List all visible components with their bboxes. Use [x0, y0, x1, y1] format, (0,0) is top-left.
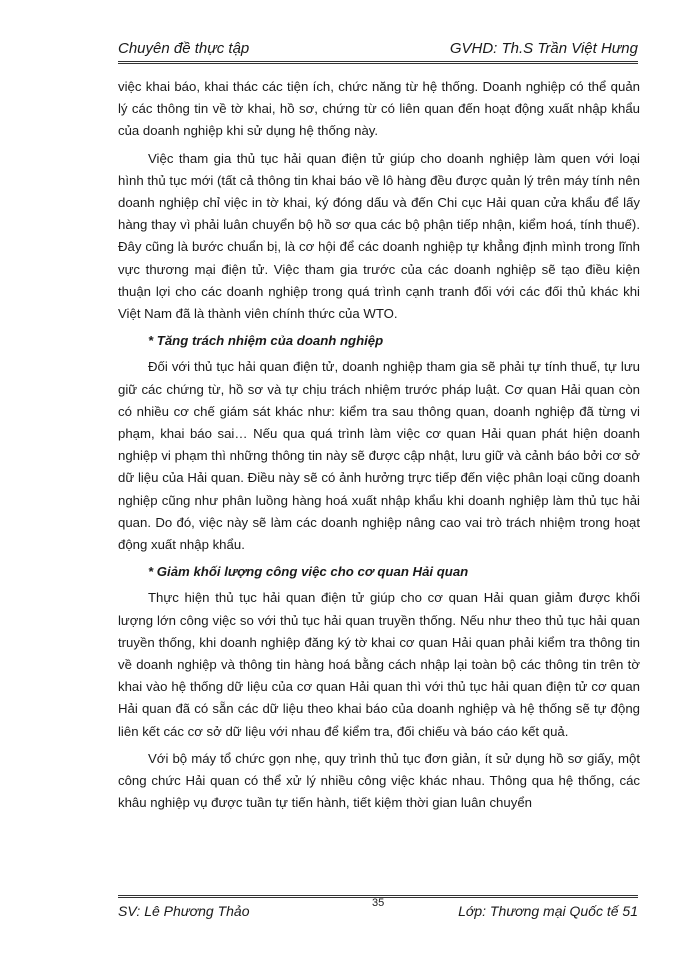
section-heading-workload: * Giảm khối lượng công việc cho cơ quan Hải quan — [148, 564, 469, 580]
page-header — [118, 36, 638, 64]
page-body — [118, 76, 640, 820]
footer-class: Lớp: Thương mại Quốc tế 51 — [458, 903, 638, 919]
footer-student: SV: Lê Phương Thảo — [118, 903, 250, 919]
paragraph-1: việc khai báo, khai thác các tiện ích, chức năng từ hệ thống. Doanh nghiệp có thể quản lý các thông tin về tờ khai, hồ sơ, chứng từ có liên quan đến hoạt động xuất nhập khẩu của doanh nghiệp khi sử dụng hệ thống này. — [118, 79, 640, 139]
header-advisor: GVHD: Th.S Trần Việt Hưng — [449, 40, 638, 57]
paragraph-4: Thực hiện thủ tục hải quan điện tử giúp cho cơ quan Hải quan giảm được khối lượng lớn công việc so với thủ tục hải quan truyền thống. Nếu như theo thủ tục hải quan truyền thống, khi doanh nghiệp đăng ký tờ khai cơ quan Hải quan phải kiểm tra thông tin về doanh nghiệp và thông tin hàng hoá bằng cách nhập lại toàn bộ các thông tin trên tờ khai vào hệ thống dữ liệu của cơ quan Hải quan thì với thủ tục hải quan điện tử cơ quan Hải quan đã có sẵn các dữ liệu theo khai báo của doanh nghiệp và hệ thống sẽ tự động liên kết các cơ sở dữ liệu với nhau để kiểm tra, đối chiếu và báo cáo kết quả. — [118, 590, 640, 739]
header-rule — [118, 61, 638, 64]
section-heading-responsibility: * Tăng trách nhiệm của doanh nghiệp — [148, 333, 384, 349]
paragraph-5: Với bộ máy tổ chức gọn nhẹ, quy trình thủ tục đơn giản, ít sử dụng hồ sơ giấy, một công chức Hải quan có thể xử lý nhiều công việc khác nhau. Thông qua hệ thống, các khâu nghiệp vụ được tuần tự tiến hành, tiết kiệm thời gian luân chuyển — [118, 750, 640, 811]
header-title: Chuyên đề thực tập — [118, 40, 250, 57]
paragraph-2: Việc tham gia thủ tục hải quan điện tử giúp cho doanh nghiệp làm quen với loại hình thủ tục mới (tất cả thông tin khai báo về lô hàng đều được quản lý trên máy tính nên doanh nghiệp chỉ việc in tờ khai, ký đóng dấu và đến Chi cục Hải quan cửa khẩu để lấy hàng thay vì phải luân chuyển bộ hồ sơ qua các bộ phận tiếp nhận, kiểm hoá, tính thuế). Đây cũng là bước chuẩn bị, là cơ hội để các doanh nghiệp tự khẳng định mình trong lĩnh vực thương mại điện tử. Việc tham gia trước của các doanh nghiệp sẽ tạo điều kiện thuận lợi cho các doanh nghiệp trong quá trình cạnh tranh đối với các đối thủ khác khi Việt Nam đã là thành viên chính thức của WTO. — [118, 150, 640, 322]
paragraph-3: Đối với thủ tục hải quan điện tử, doanh nghiệp tham gia sẽ phải tự tính thuế, tự lưu giữ các chứng từ, hồ sơ và tự chịu trách nhiệm trước pháp luật. Cơ quan Hải quan còn có nhiều cơ chế giám sát khác như: kiểm tra sau thông quan, doanh nghiệp đã từng vi phạm, khai báo sai… Nếu qua quá trình làm việc cơ quan Hải quan phát hiện doanh nghiệp vi phạm thì những thông tin này sẽ được cập nhật, lưu giữ và cảnh báo bởi cơ sở dữ liệu của Hải quan. Điều này sẽ có ảnh hưởng trực tiếp đến việc phân loại cũng doanh nghiệp cũng như phân luồng hàng hoá xuất nhập khẩu khi doanh nghiệp làm thủ tục hải quan. Do đó, việc này sẽ làm các doanh nghiệp nâng cao vai trò trách nhiệm trong hoạt động xuất nhập khẩu. — [118, 359, 640, 553]
page-number: 35 — [372, 897, 385, 909]
page-footer — [118, 895, 638, 925]
